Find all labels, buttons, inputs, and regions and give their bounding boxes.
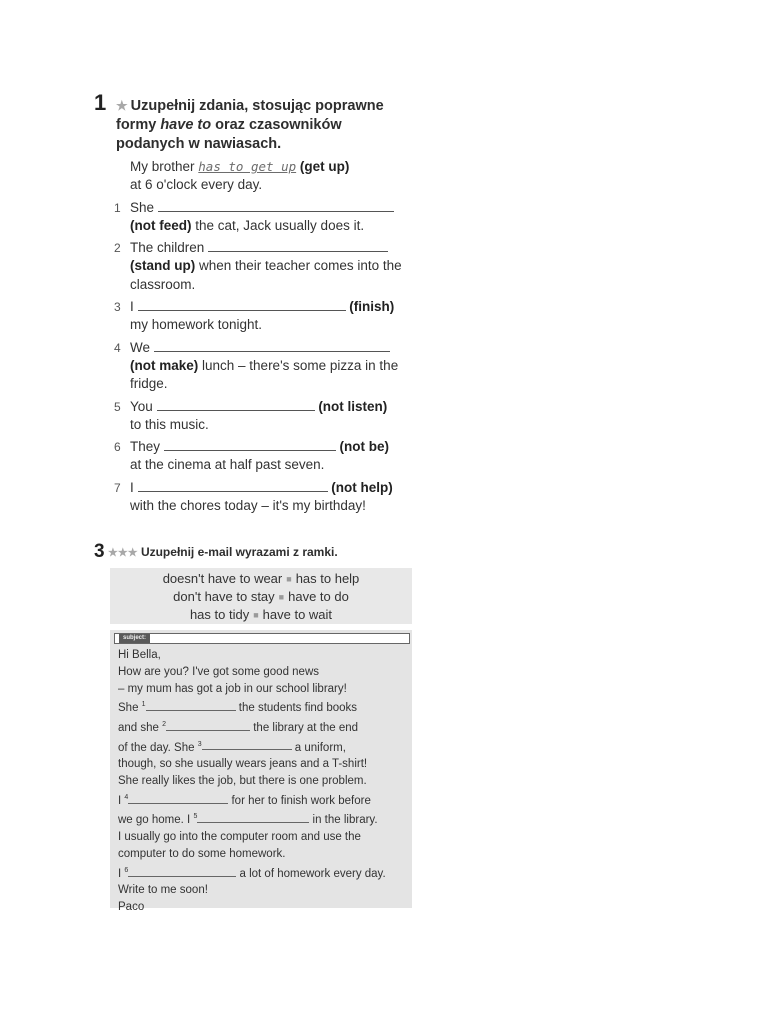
email-blank[interactable] <box>128 793 228 804</box>
bullet-separator: ■ <box>286 574 292 585</box>
subject-field[interactable] <box>114 633 410 644</box>
email-blank[interactable] <box>202 739 292 750</box>
answer-blank[interactable] <box>138 298 346 311</box>
exercise-1-body <box>110 158 410 519</box>
answer-blank[interactable] <box>138 479 328 492</box>
exercise-1-instruction: ★ Uzupełnij zdania, stosując poprawne formy have to oraz czasowników podanych w nawiasach. <box>116 98 384 152</box>
stars-icon: ★★★ <box>108 547 138 559</box>
answer-blank[interactable] <box>157 398 315 411</box>
bullet-separator: ■ <box>278 592 285 603</box>
email-blank[interactable] <box>166 720 250 731</box>
email-panel <box>110 630 412 914</box>
star-icon: ★ <box>116 98 128 113</box>
bullet-separator: ■ <box>253 610 259 621</box>
email-blank[interactable] <box>197 812 309 823</box>
exercise-item: 5 You (not listen) to this music. <box>114 398 388 432</box>
exercise-item: 3 I (finish) my homework tonight. <box>114 299 395 333</box>
exercise-1-number: 1 <box>94 90 107 115</box>
answer-blank[interactable] <box>208 239 388 252</box>
email-blank[interactable] <box>146 700 236 711</box>
exercise-item: 4 We (not make) lunch – there's some pizza in the fridge. <box>114 339 399 392</box>
word-box: doesn't have to wear ■ has to help don't have to stay ■ have to do has to tidy ■ have to wait <box>110 568 412 624</box>
answer-blank[interactable] <box>154 339 390 352</box>
answer-blank[interactable] <box>164 438 336 451</box>
exercise-item: 7 I (not help) with the chores today – it's my birthday! <box>114 479 393 514</box>
exercise-item: 1 She (not feed) the cat, Jack usually does it. <box>130 199 410 236</box>
exercise-item: 2 The children (stand up) when their teacher comes into the classroom. <box>114 240 402 292</box>
subject-label: subject: <box>119 634 150 643</box>
exercise-item: 6 They (not be) at the cinema at half past seven. <box>114 439 390 473</box>
exercise-3-number: 3 <box>94 541 105 562</box>
example-answer: has to get up <box>198 159 297 174</box>
email-body: Hi Bella, How are you? I've got some good news – my mum has got a job in our school library! She $^1$ the students find books and she $^2$ the library at the end of the day. She $^3$ a uniform, though, so she usually wears jeans and a T-shirt! She really likes the job, but there is one problem. I $^4$ for her to finish work before we go home. I $^5$ in the library. I usually go into the computer room and use the computer to do some homework. I $^6$ a lot of homework every day. Write to me soon! Paco <box>118 649 386 914</box>
exercise-3-instruction: ★★★ Uzupełnij e-mail wyrazami z ramki. <box>108 545 338 559</box>
email-blank[interactable] <box>128 866 236 877</box>
answer-blank[interactable] <box>158 199 394 212</box>
example-sentence: My brother has to get up (get up) at 6 o'clock every day. <box>130 159 350 193</box>
